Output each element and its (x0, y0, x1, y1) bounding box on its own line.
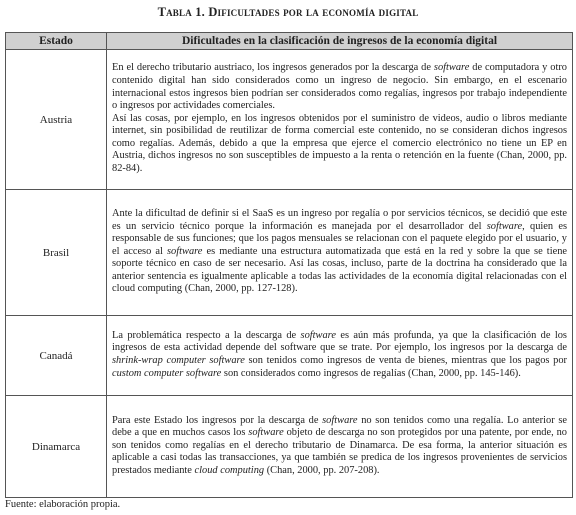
text-run: es mediante una estructura automatizada que está en la red y sobre la que se tiene soporte técnico en caso de ser necesario. Así las cosas, incluso, parte de la doctrina ha considerado que la anterior sentencia es igualmente aplicable a todas las actividades de la economía digital relacionadas con el cloud computing (Chan, 2000, pp. 127-128). (112, 245, 568, 295)
paragraph (112, 113, 567, 176)
italic-term: software (486, 220, 523, 232)
description-cell (107, 190, 573, 316)
text-run: Para este Estado los ingresos por la descarga de (112, 414, 323, 426)
text-run: , quien es responsable de sus funciones; que los pagos mensuales se relacionan con el paquete elegido por el usuario, y el acceso al (112, 220, 567, 257)
paragraph (112, 330, 567, 380)
difficulties-table (5, 32, 573, 498)
italic-term: software (300, 329, 336, 341)
description-cell (107, 316, 573, 396)
text-run: son considerados como ingresos de regalías (Chan, 2000, pp. 145-146). (221, 367, 521, 379)
text-run: de computadora y otro contenido digital han sido considerados como un ingreso de negocio. Sin embargo, en el escenario internacional estos ingresos bien podrían ser considerados como regalías, ingresos por trabajo independiente o ingresos por actividades comerciales. (112, 62, 567, 112)
paragraph (112, 415, 567, 478)
table-row (6, 190, 573, 316)
country-cell: Canadá (6, 316, 107, 396)
country-cell: Austria (6, 50, 107, 190)
text-run: Ante la dificultad de definir si el SaaS es un ingreso por regalía o por servicios técnicos, se decidió que este es un servicio técnico porque la información es manejada por el desarrollador del (112, 207, 567, 232)
table-row (6, 396, 573, 498)
text-run: es aún más profunda, ya que la clasificación de los ingresos de esta actividad depende del software que se trate. Por ejemplo, los ingresos por la descarga de (112, 329, 567, 354)
table-header-row (6, 33, 573, 50)
header-dificultades: Dificultades en la clasificación de ingresos de la economía digital (107, 33, 573, 50)
country-cell: Brasil (6, 190, 107, 316)
italic-term: software (248, 427, 284, 439)
paragraph (112, 62, 567, 112)
italic-term: cloud computing (194, 464, 265, 476)
text-run: La problemática respecto a la descarga de (112, 329, 301, 341)
description-cell (107, 396, 573, 498)
text-run: (Chan, 2000, pp. 207-208). (264, 464, 380, 476)
table-row (6, 50, 573, 190)
paragraph (112, 208, 567, 296)
italic-term: software (167, 245, 203, 257)
table-row (6, 316, 573, 396)
text-run: Así las cosas, por ejemplo, en los ingresos obtenidos por el suministro de videos, audio o libros mediante internet, sin posibilidad de reutilizar de forma comercial este contenido, no se consideran dichos ingresos como regalías. Además, debido a que la empresa que ejerce el comercio electrónico no tiene un EP en Austria, dichos ingresos no son susceptibles de impuesto a la renta o retención en la fuente (Chan, 2000, pp. 82-84). (112, 112, 567, 175)
text-run: no son tenidos como una regalía. Lo anterior se debe a que en muchos casos los (112, 414, 567, 439)
italic-term: software (433, 62, 470, 74)
country-cell: Dinamarca (6, 396, 107, 498)
header-estado: Estado (6, 33, 107, 50)
description-cell (107, 50, 573, 190)
text-run: son tenidos como ingresos de venta de bienes, mientras que los pagos por (244, 355, 567, 366)
italic-term: custom computer software (112, 367, 222, 379)
text-run: En el derecho tributario austriaco, los ingresos generados por la descarga de (112, 62, 434, 74)
table-title: Tabla 1. Dificultades por la economía digital (157, 5, 419, 19)
italic-term: shrink-wrap computer software (112, 355, 245, 366)
italic-term: software (322, 414, 358, 426)
text-run: objeto de descarga no son protegidos por una patente, por ende, no son tenidos como regalías en el derecho tributario de Dinamarca. De esa forma, la anterior situación es aplicable a casi todas las transacciones, ya que también se predica de los ingresos provenientes de servicios prestados mediante (112, 427, 567, 476)
source-note: Fuente: elaboración propia. (5, 499, 121, 510)
